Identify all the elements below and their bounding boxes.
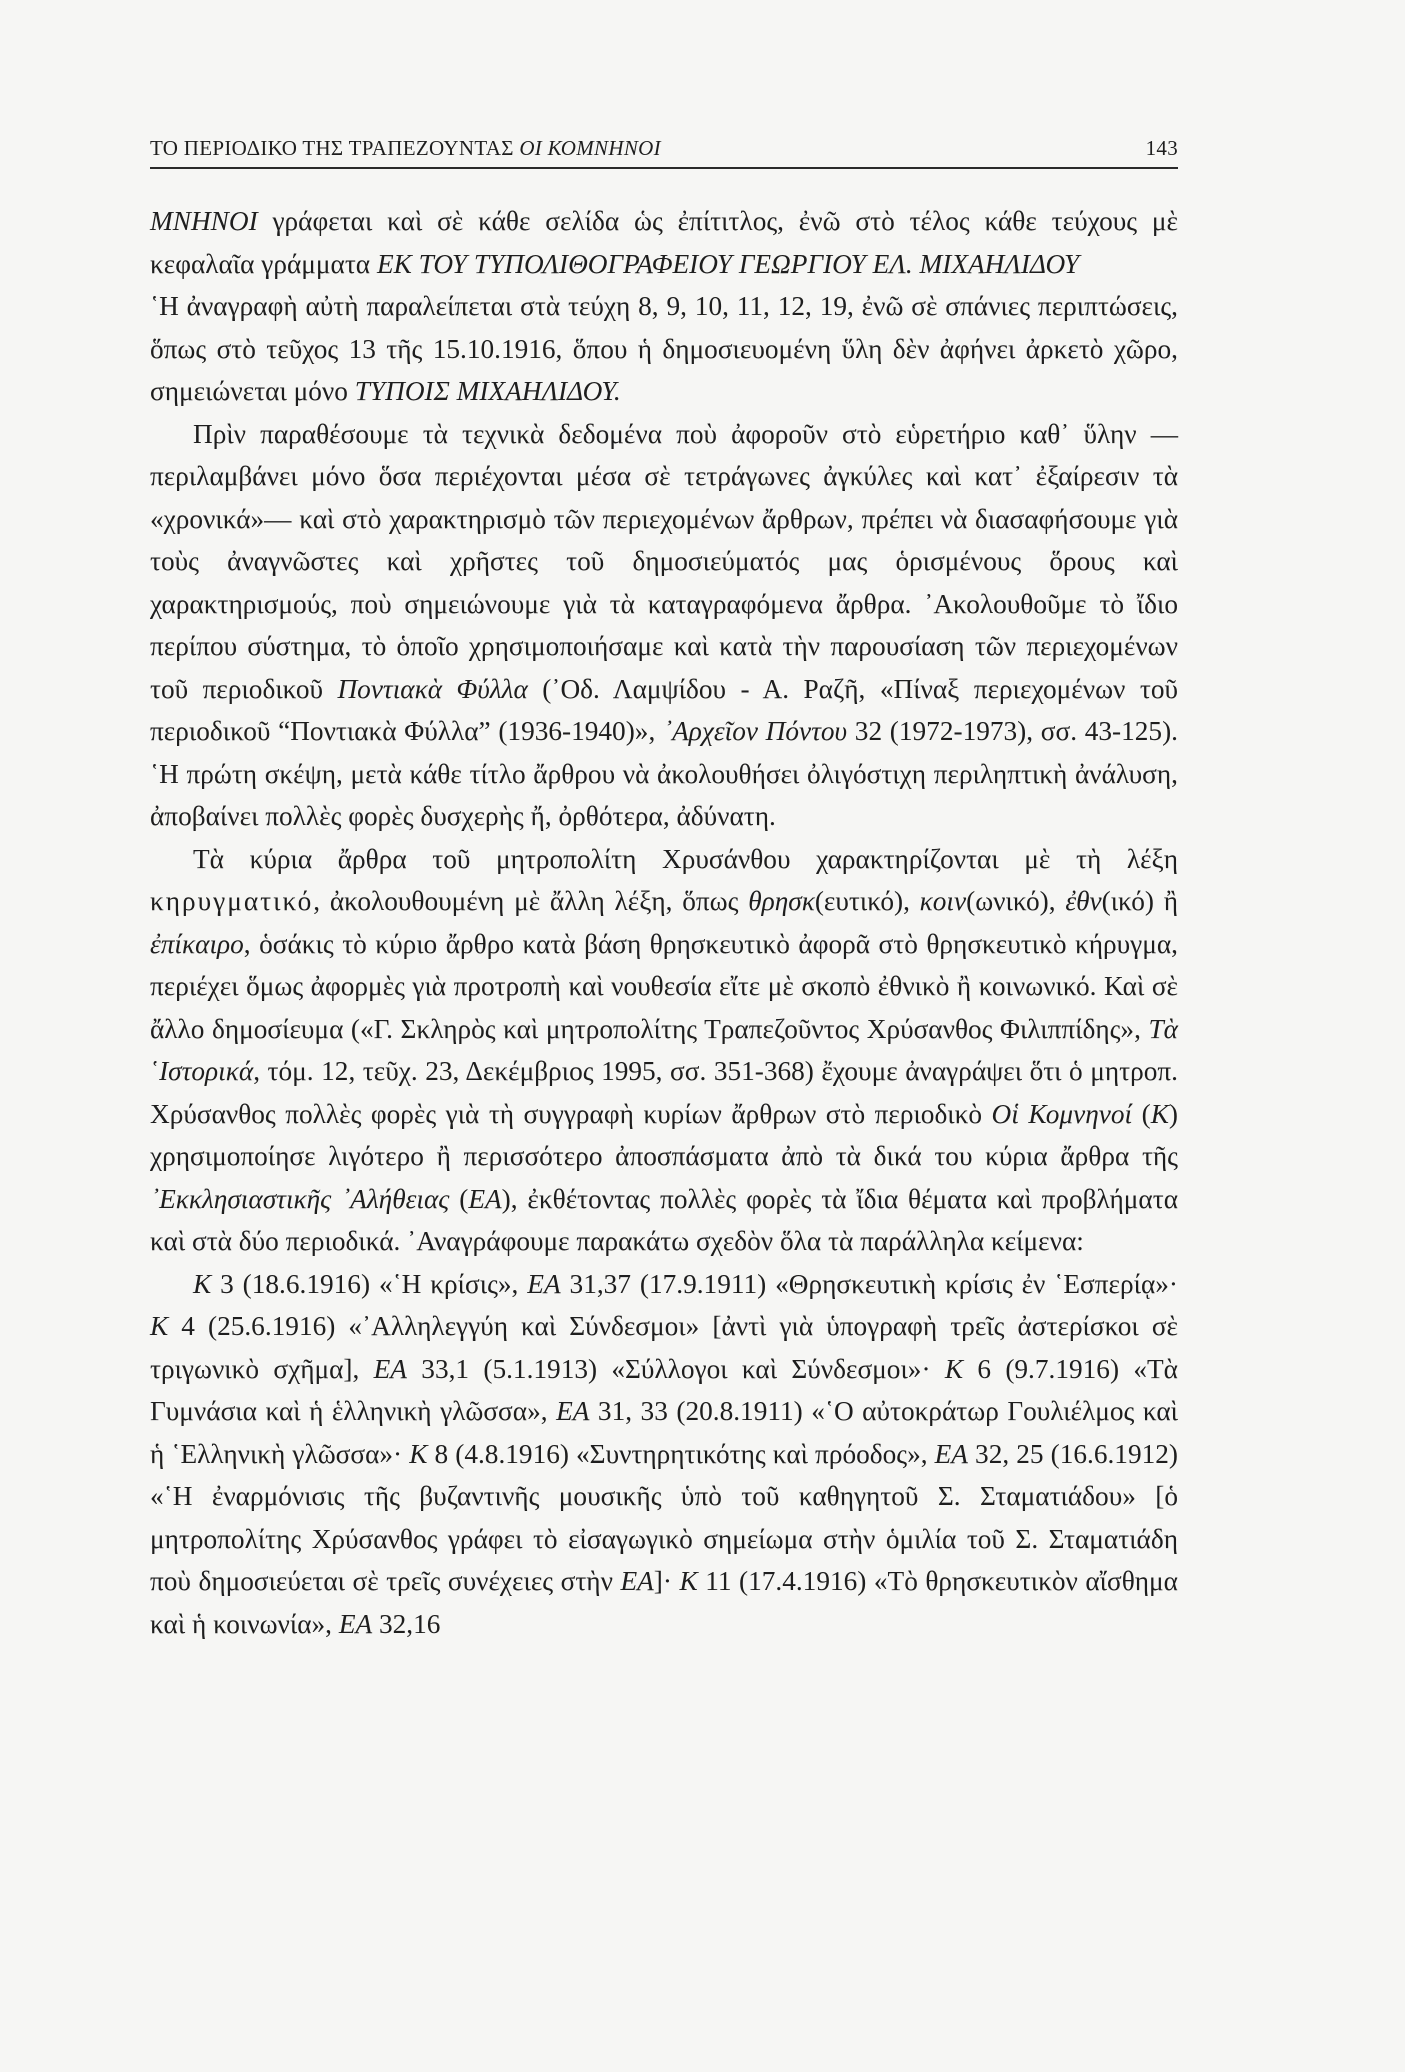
text-run: (ωνικό), bbox=[966, 886, 1066, 916]
text-run: 6 (9.7.1916) «Τὰ Γυμνάσια καὶ ἡ ἑλληνικὴ γλῶσσα», bbox=[150, 1353, 1178, 1426]
text-run: κηρυγματικό bbox=[150, 886, 314, 916]
italic-text: Κ bbox=[409, 1438, 428, 1469]
italic-text: Τὰ ῾Ιστορικά bbox=[150, 1013, 1178, 1086]
text-run: 32,16 bbox=[372, 1608, 441, 1639]
text-run: (ικό) ἢ bbox=[1101, 886, 1178, 916]
text-run: 8 (4.8.1916) «Συντηρητικότης καὶ πρόοδος», bbox=[427, 1438, 935, 1469]
italic-text: ΕΑ bbox=[527, 1268, 561, 1299]
text-run: 3 (18.6.1916) «῾Η κρίσις», bbox=[211, 1268, 528, 1299]
text-run: ) χρησιμοποίησε λιγότερο ἢ περισσότερο ἀποσπάσματα ἀπὸ τὰ δικά του κύρια ἄρθρα τῆς bbox=[150, 1098, 1178, 1171]
italic-text: κοιν bbox=[919, 886, 967, 916]
text-run: ]· bbox=[653, 1566, 680, 1596]
text-run: 4 (25.6.1916) «᾽Αλληλεγγύη καὶ Σύνδεσμοι» [ἀντὶ γιὰ ὑπογραφὴ τρεῖς ἀστερίσκοι σὲ τριγωνικὸ σχῆμα], bbox=[150, 1311, 1178, 1384]
text-run: ( bbox=[1132, 1098, 1151, 1129]
italic-text: Κ bbox=[944, 1353, 964, 1384]
italic-text: Ποντιακὰ Φύλλα bbox=[337, 673, 528, 704]
italic-text: θρησκ bbox=[748, 886, 815, 916]
text-run: 11 (17.4.1916) «Τὸ θρησκευτικὸν αἴσθημα καὶ ἡ κοινωνία», bbox=[150, 1566, 1178, 1639]
paragraph bbox=[150, 285, 1178, 413]
text-run: (ευτικό), bbox=[814, 886, 920, 916]
italic-text: ΕΑ bbox=[338, 1608, 373, 1639]
text-run: (᾽Οδ. Λαμψίδου - Α. Ραζῆ, «Πίναξ περιεχομένων τοῦ περιοδικοῦ “Ποντιακὰ Φύλλα” (1936-1940)», bbox=[150, 673, 1178, 746]
italic-text: ᾽Αρχεῖον Πόντου bbox=[662, 716, 848, 746]
page-number: 143 bbox=[1145, 136, 1178, 160]
text-run: , ὁσάκις τὸ κύριο ἄρθρο κατὰ βάση θρησκευτικὸ ἀφορᾶ στὸ θρησκευτικὸ κήρυγμα, περιέχει ὅμως ἀφορμὲς γιὰ προτροπὴ καὶ νουθεσία εἴτε μὲ σκοπὸ ἐθνικὸ ἢ κοινωνικό. Καὶ σὲ ἄλλο δημοσίευμα («Γ. Σκληρὸς καὶ μητροπολίτης Τραπεζοῦντος Χρύσανθος Φιλιππίδης», bbox=[150, 928, 1178, 1044]
header-title: ΤΟ ΠΕΡΙΟΔΙΚΟ ΤΗΣ ΤΡΑΠΕΖΟΥΝΤΑΣ ΟΙ ΚΟΜΝΗΝΟΙ bbox=[150, 136, 661, 160]
italic-text: ἐθν bbox=[1065, 886, 1102, 916]
italic-text: Κ bbox=[1150, 1098, 1169, 1129]
italic-text: ΕΑ bbox=[373, 1353, 407, 1384]
text-run: , τόμ. 12, τεῦχ. 23, Δεκέμβριος 1995, σσ. 351-368) ἔχουμε ἀναγράψει ὅτι ὁ μητροπ. Χρύσανθος πολλὲς φορὲς γιὰ τὴ συγγραφὴ κυρίων ἄρθρων στὸ περιοδικὸ bbox=[150, 1056, 1178, 1129]
italic-text: ΕΑ bbox=[468, 1183, 502, 1214]
paragraph bbox=[150, 1263, 1178, 1646]
italic-text: Κ bbox=[193, 1268, 212, 1299]
italic-text: ΜΝΗΝΟΙ bbox=[150, 206, 258, 236]
italic-text: Οἱ Κομνηνοί bbox=[991, 1098, 1133, 1129]
text-run: 31,37 (17.9.1911) «Θρησκευτικὴ κρίσις ἐν ῾Εσπερίᾳ»· bbox=[560, 1268, 1179, 1299]
text-run: Τὰ κύρια ἄρθρα τοῦ μητροπολίτη Χρυσάνθου χαρακτηρίζονται μὲ τὴ λέξη bbox=[193, 843, 1178, 874]
text-run: 31, 33 (20.8.1911) «῾Ο αὐτοκράτωρ Γουλιέλμος καὶ ἡ ῾Ελληνικὴ γλῶσσα»· bbox=[150, 1396, 1178, 1469]
body-text bbox=[150, 200, 1178, 1645]
text-run: 32 (1972-1973), σσ. 43-125). ῾Η πρώτη σκέψη, μετὰ κάθε τίτλο ἄρθρου νὰ ἀκολουθήσει ὀλιγόστιχη περιληπτικὴ ἀνάλυση, ἀποβαίνει πολλὲς φορὲς δυσχερὴς ἤ, ὀρθότερα, ἀδύνατη. bbox=[150, 716, 1178, 831]
text-run: 33,1 (5.1.1913) «Σύλλογοι καὶ Σύνδεσμοι»· bbox=[406, 1353, 945, 1384]
text-run: ), ἐκθέτοντας πολλὲς φορὲς τὰ ἴδια θέματα καὶ προβλήματα καὶ στὰ δύο περιοδικά. ᾽Αναγράφουμε παρακάτω σχεδὸν ὅλα τὰ παράλληλα κείμενα: bbox=[150, 1183, 1178, 1256]
italic-text: ΕΑ bbox=[934, 1438, 968, 1469]
paragraph bbox=[150, 838, 1178, 1263]
text-run: ῾Η ἀναγραφὴ αὐτὴ παραλείπεται στὰ τεύχη 8, 9, 10, 11, 12, 19, ἐνῶ σὲ σπάνιες περιπτώσεις, ὅπως στὸ τεῦχος 13 τῆς 15.10.1916, ὅπου ἡ δημοσιευομένη ὕλη δὲν ἀφήνει ἀρκετὸ χῶρο, σημειώνεται μόνο bbox=[150, 291, 1178, 406]
text-run: γράφεται καὶ σὲ κάθε σελίδα ὡς ἐπίτιτλος, ἐνῶ στὸ τέλος κάθε τεύχους μὲ κεφαλαῖα γράμματα bbox=[150, 206, 1178, 279]
italic-text: Κ bbox=[150, 1311, 169, 1341]
italic-text: ᾽Εκκλησιαστικῆς ᾽Αλήθειας bbox=[150, 1183, 450, 1214]
text-run: , ἀκολουθουμένη μὲ ἄλλη λέξη, ὅπως bbox=[313, 886, 749, 916]
italic-text: ΕΑ bbox=[620, 1566, 654, 1596]
text-run: ( bbox=[449, 1183, 469, 1214]
italic-text: ἐπίκαιρο bbox=[150, 928, 244, 959]
running-header bbox=[150, 136, 1178, 169]
italic-text: ΕΚ ΤΟΥ ΤΥΠΟΛΙΘΟΓΡΑΦΕΙΟΥ ΓΕΩΡΓΙΟΥ ΕΛ. ΜΙΧΑΗΛΙΔΟΥ bbox=[376, 248, 1080, 279]
text-run: 32, 25 (16.6.1912) «῾Η ἐναρμόνισις τῆς βυζαντινῆς μουσικῆς ὑπὸ τοῦ καθηγητοῦ Σ. Σταματιάδου» [ὁ μητροπολίτης Χρύσανθος γράφει τὸ εἰσαγωγικὸ σημείωμα στὴν ὁμιλία τοῦ Σ. Σταματιάδη ποὺ δημοσιεύεται σὲ τρεῖς συνέχειες στὴν bbox=[150, 1438, 1178, 1596]
italic-text: ΤΥΠΟΙΣ ΜΙΧΑΗΛΙΔΟΥ. bbox=[354, 376, 621, 406]
paragraph bbox=[150, 200, 1178, 285]
italic-text: Κ bbox=[679, 1566, 698, 1596]
italic-text: ΕΑ bbox=[556, 1396, 590, 1426]
text-run: Πρὶν παραθέσουμε τὰ τεχνικὰ δεδομένα ποὺ ἀφοροῦν στὸ εὑρετήριο καθ᾽ ὕλην —περιλαμβάνει μόνο ὅσα περιέχονται μέσα σὲ τετράγωνες ἀγκύλες καὶ κατ᾽ ἐξαίρεσιν τὰ «χρονικά»— καὶ στὸ χαρακτηρισμὸ τῶν περιεχομένων ἄρθρων, πρέπει νὰ διασαφήσουμε γιὰ τοὺς ἀναγνῶστες καὶ χρῆστες τοῦ δημοσιεύματός μας ὁρισμένους ὅρους καὶ χαρακτηρισμούς, ποὺ σημειώνουμε γιὰ τὰ καταγραφόμενα ἄρθρα. ᾽Ακολουθοῦμε τὸ ἴδιο περίπου σύστημα, τὸ ὁποῖο χρησιμοποιήσαμε καὶ κατὰ τὴν παρουσίαση τῶν περιεχομένων τοῦ περιοδικοῦ bbox=[150, 418, 1178, 704]
paragraph bbox=[150, 413, 1178, 838]
